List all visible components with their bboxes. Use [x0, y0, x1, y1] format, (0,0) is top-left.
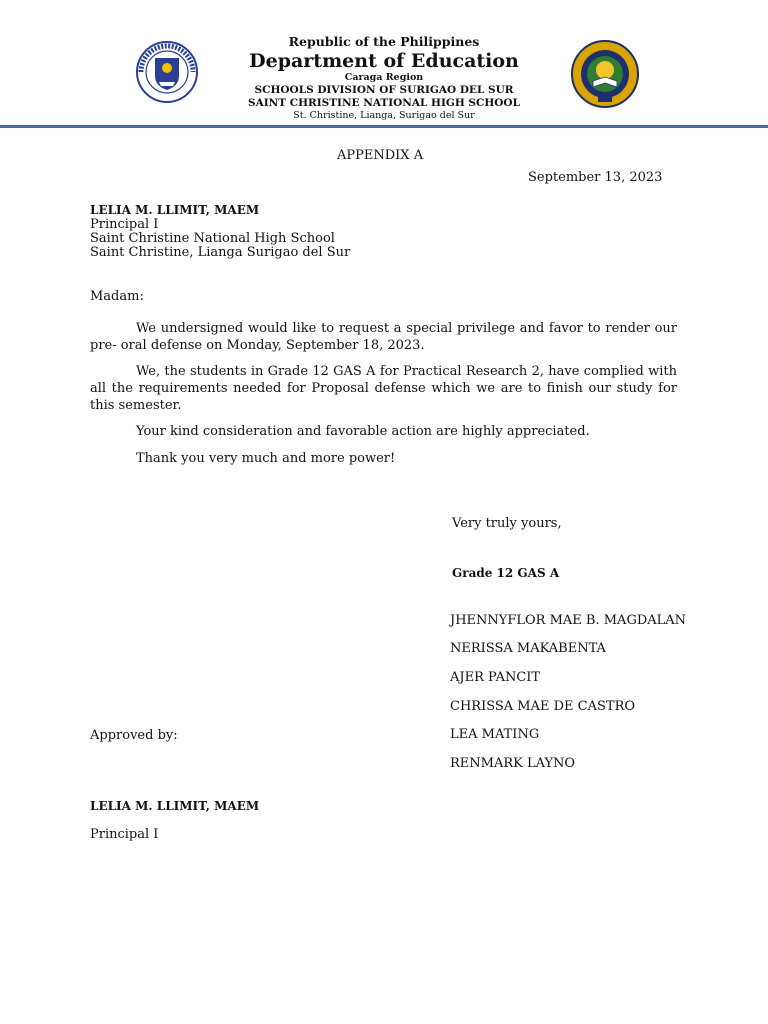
header-divider	[0, 125, 768, 128]
appendix-label: APPENDIX A	[337, 148, 424, 163]
body-paragraph: We, the students in Grade 12 GAS A for Practical Research 2, have complied with all the requirements needed for Proposal defense which we are to finish our study for this semester.	[90, 364, 677, 413]
republic-line: Republic of the Philippines	[288, 34, 480, 49]
signatory-name: CHRISSA MAE DE CASTRO	[450, 699, 636, 714]
approved-by-label: Approved by:	[90, 728, 178, 743]
letterhead	[0, 34, 768, 122]
division-line: SCHOOLS DIVISION OF SURIGAO DEL SUR	[254, 84, 514, 96]
department-line: Department of Education	[249, 50, 519, 72]
recipient-title: Principal I	[90, 217, 159, 232]
school-line: SAINT CHRISTINE NATIONAL HIGH SCHOOL	[248, 97, 520, 109]
signatory-name: AJER PANCIT	[450, 670, 541, 685]
closing: Very truly yours,	[452, 516, 562, 531]
recipient-address: Saint Christine, Lianga Surigao del Sur	[90, 245, 351, 260]
salutation: Madam:	[90, 289, 144, 304]
approver-name: LELIA M. LLIMIT, MAEM	[90, 799, 260, 813]
signatory-name: RENMARK LAYNO	[450, 756, 576, 771]
letter-date: September 13, 2023	[528, 170, 663, 185]
group-name: Grade 12 GAS A	[452, 566, 560, 580]
body-paragraph: Your kind consideration and favorable action are highly appreciated.	[136, 424, 590, 439]
body-paragraph: Thank you very much and more power!	[136, 451, 396, 466]
signatory-name: LEA MATING	[450, 727, 540, 742]
recipient-name: LELIA M. LLIMIT, MAEM	[90, 203, 260, 217]
body-paragraph: We undersigned would like to request a special privilege and favor to render our pre- oral defense on Monday, September 18, 2023.	[90, 321, 677, 353]
recipient-school: Saint Christine National High School	[90, 231, 335, 246]
signatory-name: NERISSA MAKABENTA	[450, 641, 606, 656]
approver-title: Principal I	[90, 827, 159, 842]
address-line: St. Christine, Lianga, Surigao del Sur	[293, 110, 475, 121]
signatory-name: JHENNYFLOR MAE B. MAGDALAN	[450, 613, 687, 628]
region-line: Caraga Region	[344, 72, 424, 83]
